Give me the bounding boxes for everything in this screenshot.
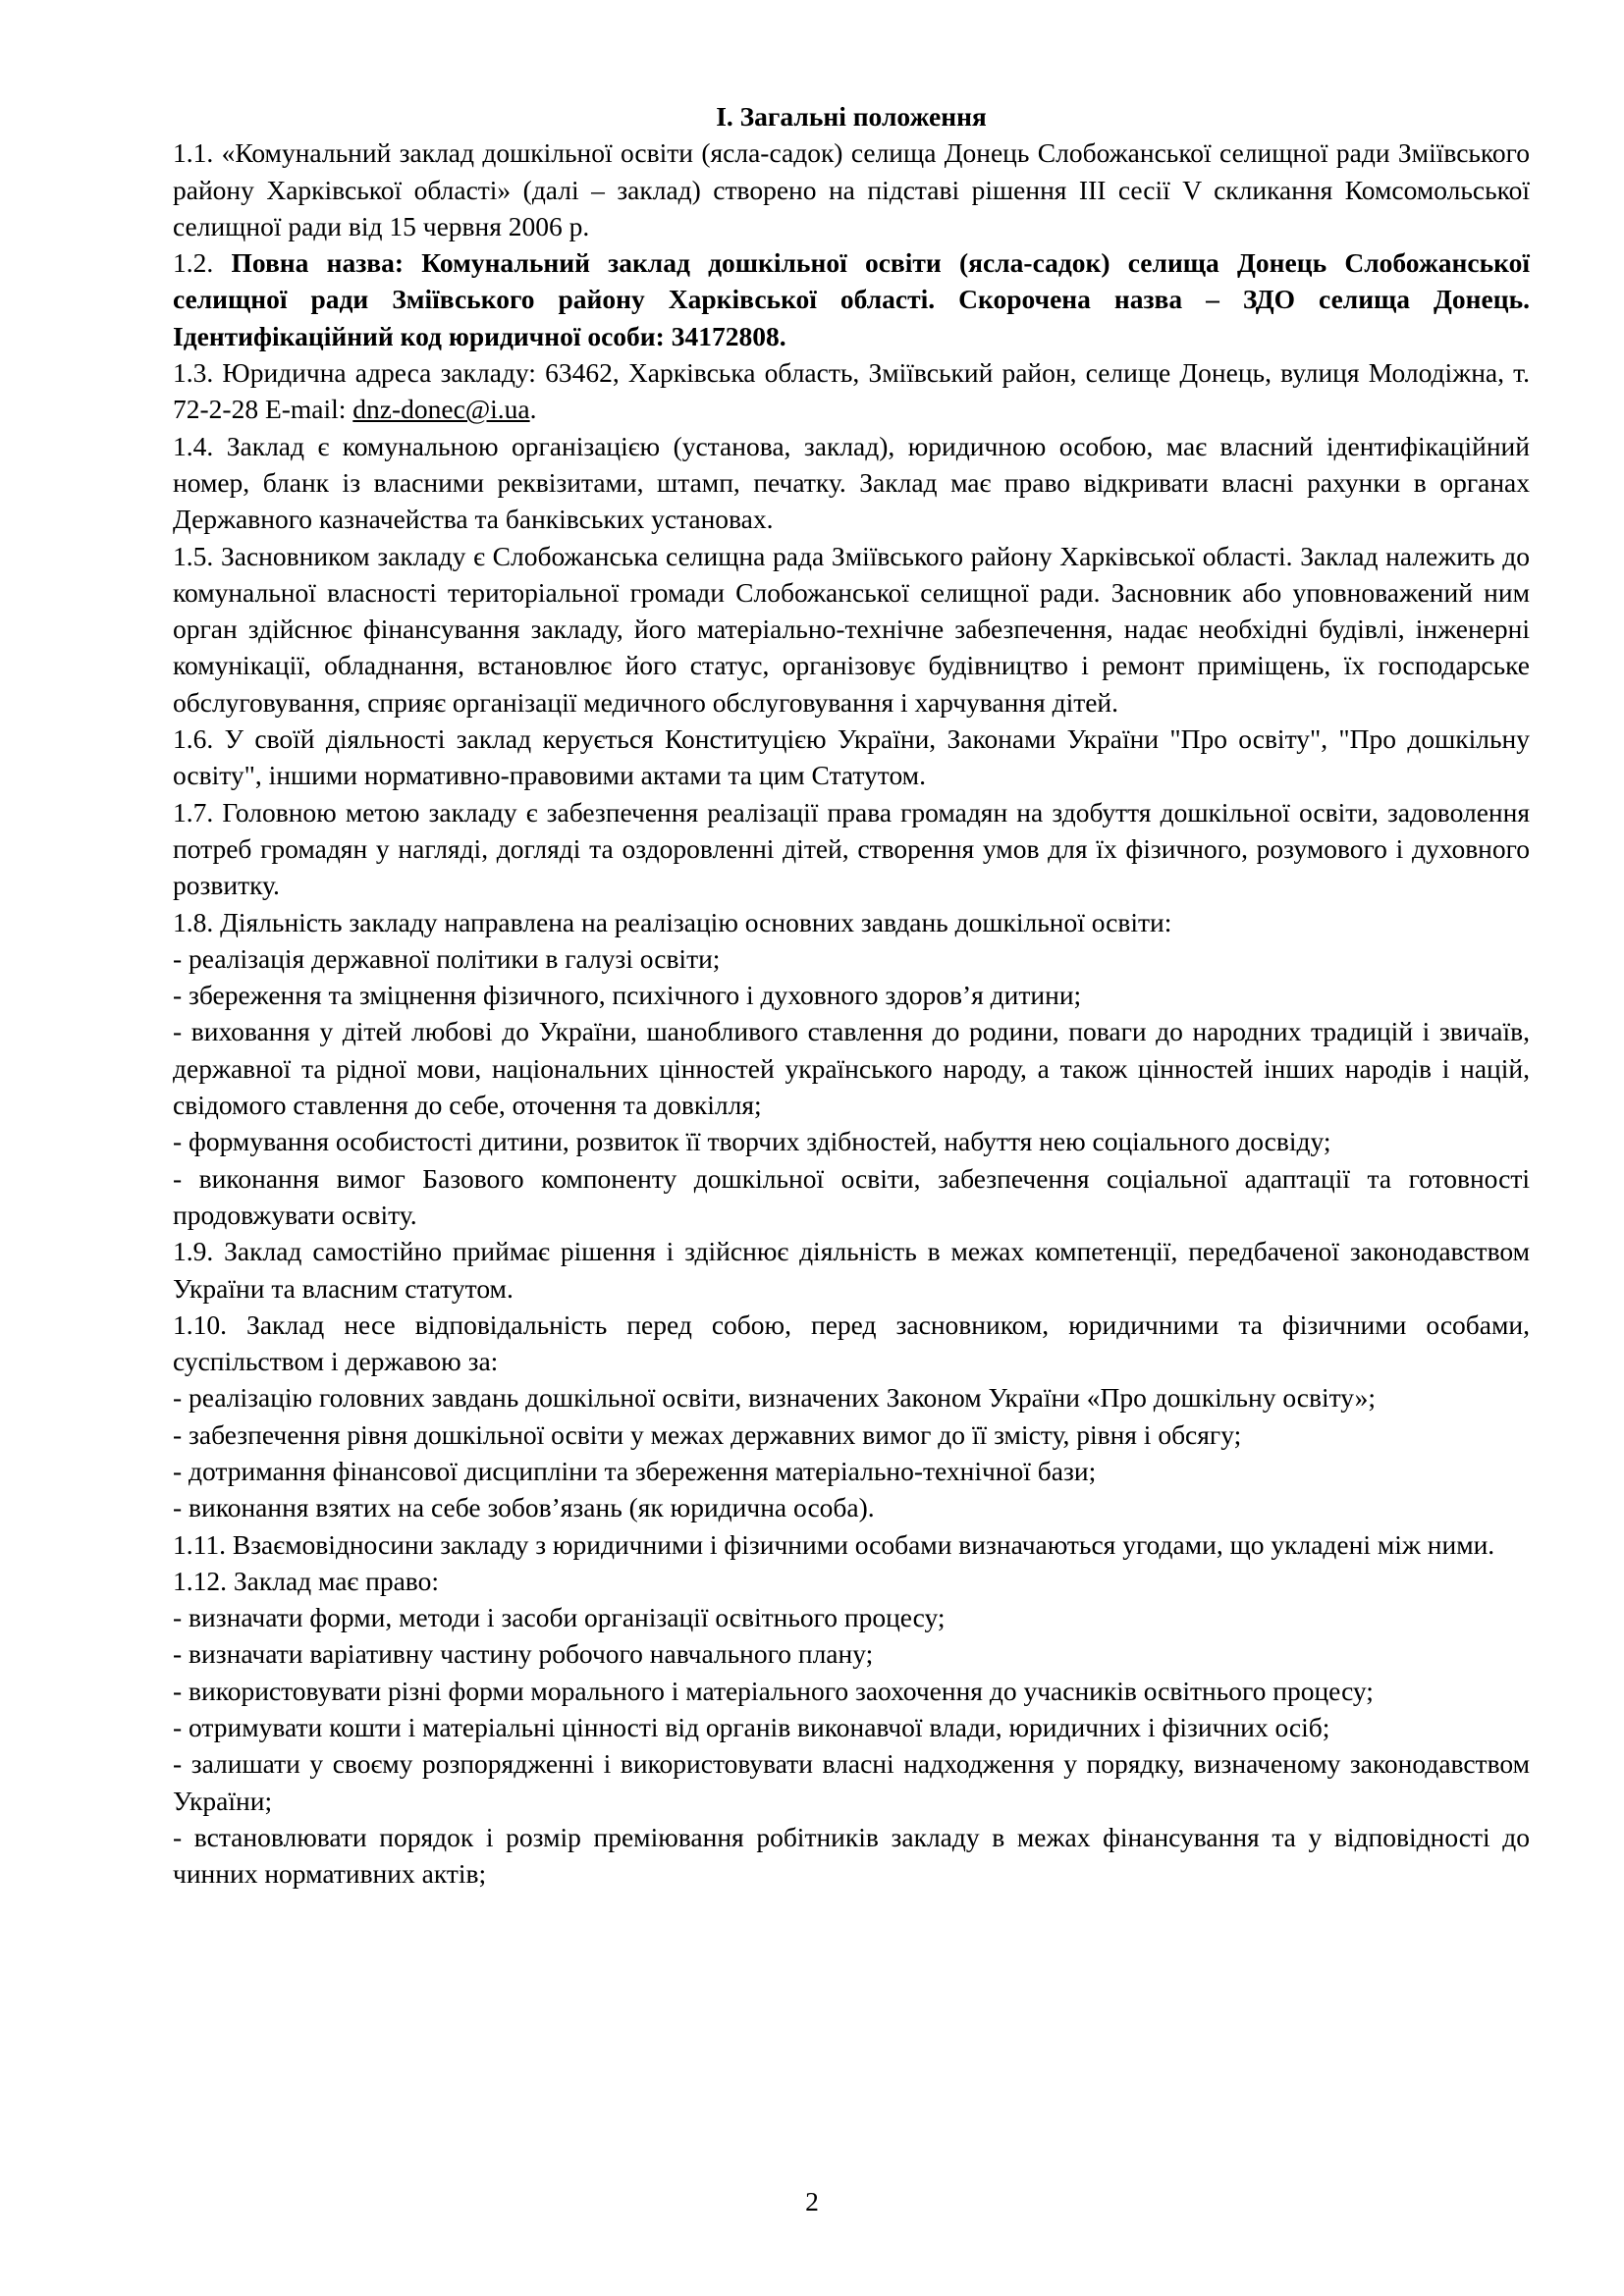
list-item-1-12-3: - використовувати різні форми морального і матеріального заохочення до учасників освітнього процесу; xyxy=(173,1675,1374,1706)
paragraph-1-8: 1.8. Діяльність закладу направлена на реалізацію основних завдань дошкільної освіти: xyxy=(173,906,1172,937)
email-link[interactable]: dnz-donec@i.ua xyxy=(352,394,530,425)
paragraph-1-1: 1.1. «Комунальний заклад дошкільної освіти (ясла-садок) селища Донець Слобожанської селищної ради Зміївського району Харківської області» (далі – заклад) створено на підставі рішення ІІІ сесії V скликання Комсомольської селищної ради від 15 червня 2006 р. xyxy=(173,137,1530,241)
document-body xyxy=(173,98,1530,1893)
paragraph-1-6: 1.6. У своїй діяльності заклад керується Конституцією України, Законами України "Про освіту", "Про дошкільну освіту", іншими нормативно-правовими актами та цим Статутом. xyxy=(173,723,1530,791)
paragraph-1-4: 1.4. Заклад є комунальною організацією (установа, заклад), юридичною особою, має власний ідентифікаційний номер, бланк із власними реквізитами, штамп, печатку. Заклад має право відкривати власні рахунки в органах Державного казначейства та банківських установах. xyxy=(173,430,1530,535)
paragraph-1-5: 1.5. Засновником закладу є Слобожанська селищна рада Зміївського району Харківської області. Заклад належить до комунальної власності територіальної громади Слобожанської селищної ради. Засновник або уповноважений ним орган здійснює фінансування закладу, його матеріально-технічне забезпечення, надає необхідні будівлі, інженерні комунікації, обладнання, встановлює його статус, організовує будівництво і ремонт приміщень, їх господарське обслуговування, сприяє організації медичного обслуговування і харчування дітей. xyxy=(173,540,1530,718)
list-item-1-8-5: - виконання вимог Базового компоненту дошкільної освіти, забезпечення соціальної адаптації та готовності продовжувати освіту. xyxy=(173,1162,1530,1230)
paragraph-1-2-number: 1.2. xyxy=(173,247,214,279)
page-number: 2 xyxy=(805,2186,819,2216)
paragraph-1-10: 1.10. Заклад несе відповідальність перед собою, перед засновником, юридичними та фізичними особами, суспільством і державою за: xyxy=(173,1308,1530,1377)
paragraph-1-7: 1.7. Головною метою закладу є забезпечення реалізації права громадян на здобуття дошкільної освіти, задоволення потреб громадян у нагляді, догляді та оздоровленні дітей, створення умов для їх фізичного, розумового і духовного розвитку. xyxy=(173,796,1530,901)
list-item-1-12-4: - отримувати кошти і матеріальні цінності від органів виконавчої влади, юридичних і фізичних осіб; xyxy=(173,1712,1330,1743)
paragraph-1-2-full-name: Повна назва: Комунальний заклад дошкільної освіти (ясла-садок) селища Донець Слобожанської селищної ради Зміївського району Харківської області. Скорочена назва – ЗДО селища Донець. Ідентифікаційний код юридичної особи: 34172808. xyxy=(173,247,1530,351)
list-item-1-12-2: - визначати варіативну частину робочого навчального плану; xyxy=(173,1638,874,1670)
list-item-1-12-5: - залишати у своєму розпорядженні і використовувати власні надходження у порядку, визначеному законодавством України; xyxy=(173,1748,1530,1816)
paragraph-1-9: 1.9. Заклад самостійно приймає рішення і здійснює діяльність в межах компетенції, передбаченої законодавством України та власним статутом. xyxy=(173,1236,1530,1304)
paragraph-1-2 xyxy=(173,244,1530,354)
paragraph-1-3: 1.3. Юридична адреса закладу: 63462, Харківська область, Зміївський район, селище Донець, вулиця Молодіжна, т. 72-2-28 E-mail: dnz-donec@i.ua. xyxy=(173,357,1530,425)
list-item-1-12-6: - встановлювати порядок і розмір преміювання робітників закладу в межах фінансування та у відповідності до чинних нормативних актів; xyxy=(173,1821,1530,1890)
list-item-1-10-1: - реалізацію головних завдань дошкільної освіти, визначених Законом України «Про дошкільну освіту»; xyxy=(173,1382,1377,1414)
paragraph-1-12: 1.12. Заклад має право: xyxy=(173,1565,439,1596)
list-item-1-8-4: - формування особистості дитини, розвиток її творчих здібностей, набуття нею соціального досвіду; xyxy=(173,1126,1331,1157)
list-item-1-10-3: - дотримання фінансової дисципліни та збереження матеріально-технічної бази; xyxy=(173,1455,1097,1486)
list-item-1-8-1: - реалізація державної політики в галузі освіти; xyxy=(173,942,721,974)
list-item-1-8-2: - збереження та зміцнення фізичного, психічного і духовного здоров’я дитини; xyxy=(173,980,1082,1011)
list-item-1-12-1: - визначати форми, методи і засоби організації освітнього процесу; xyxy=(173,1602,946,1633)
section-title: І. Загальні положення xyxy=(716,101,987,132)
paragraph-1-11: 1.11. Взаємовідносини закладу з юридичними і фізичними особами визначаються угодами, що укладені між ними. xyxy=(173,1528,1495,1560)
list-item-1-10-4: - виконання взятих на себе зобов’язань (як юридична особа). xyxy=(173,1492,875,1523)
list-item-1-8-3: - виховання у дітей любові до України, шанобливого ставлення до родини, поваги до народних традицій і звичаїв, державної та рідної мови, національних цінностей українського народу, а також цінностей інших народів і націй, свідомого ставлення до себе, оточення та довкілля; xyxy=(173,1016,1530,1121)
paragraph-1-3-address: 1.3. Юридична адреса закладу: 63462, Харківська область, Зміївський район, селище Донець, вулиця Молодіжна, т. 72-2-28 E-mail: xyxy=(173,357,1530,425)
list-item-1-10-2: - забезпечення рівня дошкільної освіти у межах державних вимог до її змісту, рівня і обсягу; xyxy=(173,1418,1242,1450)
